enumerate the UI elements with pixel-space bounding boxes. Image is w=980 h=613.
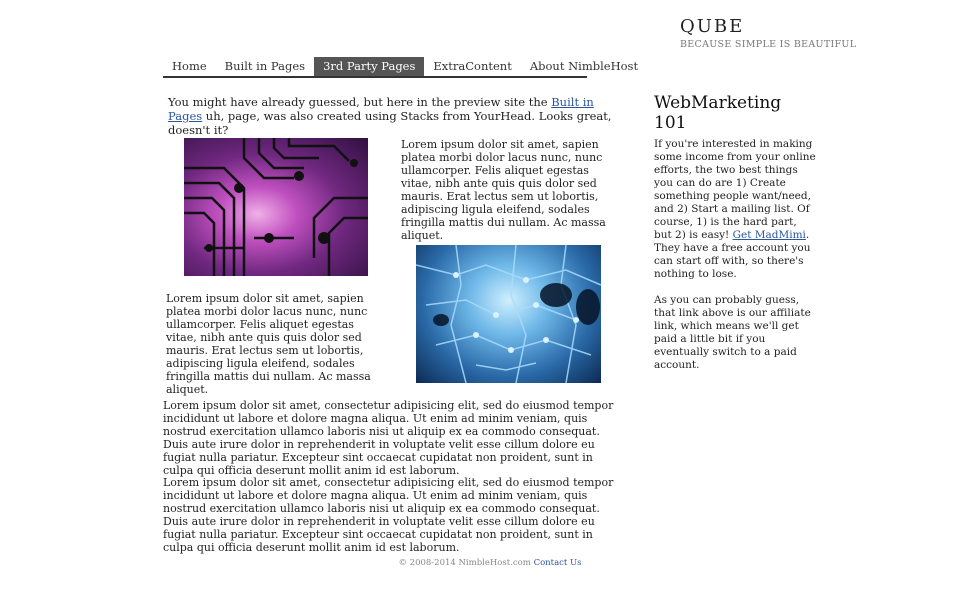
sidebar-paragraph-1 xyxy=(654,138,816,281)
sidebar-p1-start: If you're interested in making some income from your online efforts, the two best things you can do are 1) Create something people want/need, and 2) Start a mailing list. Of course, 1) is the hard part, but 2) is easy! xyxy=(654,138,816,241)
logo-tagline: BECAUSE SIMPLE IS BEAUTIFUL xyxy=(680,39,857,50)
intro-text xyxy=(168,95,618,137)
nav-item-built-in-pages[interactable]: Built in Pages xyxy=(224,59,306,73)
nav-item-home[interactable]: Home xyxy=(172,59,207,73)
sidebar-p1-end: . They have a free account you can start off with, so there's nothing to lose. xyxy=(654,229,811,280)
main-nav xyxy=(163,57,639,78)
circuit-pink-image xyxy=(184,138,368,276)
nav-item-about-nimblehost[interactable]: About NimbleHost xyxy=(529,59,639,73)
paragraph-1: Lorem ipsum dolor sit amet, consectetur adipisicing elit, sed do eiusmod tempor incididunt ut labore et dolore magna aliqua. Ut enim ad minim veniam, quis nostrud exercitation ullamco laboris nisi ut aliquip ex ea commodo consequat. Duis aute irure dolor in reprehenderit in voluptate velit esse cillum dolore eu fugiat nulla pariatur. Excepteur sint occaecat cupidatat non proident, sunt in culpa qui officia deserunt mollit anim id est laborum. xyxy=(163,399,614,477)
intro-text-start: You might have already guessed, but here in the preview site the xyxy=(168,95,552,109)
built-in-pages-link[interactable]: Built in Pages xyxy=(168,95,594,123)
sidebar-paragraph-2: As you can probably guess, that link above is our affiliate link, which means we'll get paid a little bit if you eventually switch to a paid account. xyxy=(654,294,811,371)
get-madmimi-link[interactable]: Get MadMimi xyxy=(732,229,806,241)
text-block-left: Lorem ipsum dolor sit amet, sapien platea morbi dolor lacus nunc, nunc ullamcorper. Felis aliquet egestas vitae, nibh ante quis quis dolor sed mauris. Erat lectus sem ut lobortis, adipiscing ligula eleifend, sodales fringilla mattis dui nullam. Ac massa aliquet. xyxy=(166,292,371,396)
circuit-blue-image xyxy=(416,245,601,383)
nav-item-extracontent[interactable]: ExtraContent xyxy=(433,59,512,73)
site-logo[interactable] xyxy=(680,16,856,50)
intro-text-end: uh, page, was also created using Stacks from YourHead. Looks great, doesn't it? xyxy=(168,109,612,137)
logo-title: QUBE xyxy=(680,16,745,37)
sidebar-title: WebMarketing 101 xyxy=(654,93,782,133)
footer xyxy=(0,558,980,568)
sidebar xyxy=(654,93,816,385)
contact-us-link[interactable]: Contact Us xyxy=(533,558,582,568)
footer-copyright: © 2008-2014 NimbleHost.com xyxy=(398,558,531,568)
nav-item-3rd-party-pages[interactable]: 3rd Party Pages xyxy=(314,57,424,76)
text-block-right: Lorem ipsum dolor sit amet, sapien platea morbi dolor lacus nunc, nunc ullamcorper. Felis aliquet egestas vitae, nibh ante quis quis dolor sed mauris. Erat lectus sem ut lobortis, adipiscing ligula eleifend, sodales fringilla mattis dui nullam. Ac massa aliquet. xyxy=(401,138,606,242)
paragraph-2: Lorem ipsum dolor sit amet, consectetur adipisicing elit, sed do eiusmod tempor incididunt ut labore et dolore magna aliqua. Ut enim ad minim veniam, quis nostrud exercitation ullamco laboris nisi ut aliquip ex ea commodo consequat. Duis aute irure dolor in reprehenderit in voluptate velit esse cillum dolore eu fugiat nulla pariatur. Excepteur sint occaecat cupidatat non proident, sunt in culpa qui officia deserunt mollit anim id est laborum. xyxy=(163,476,614,554)
